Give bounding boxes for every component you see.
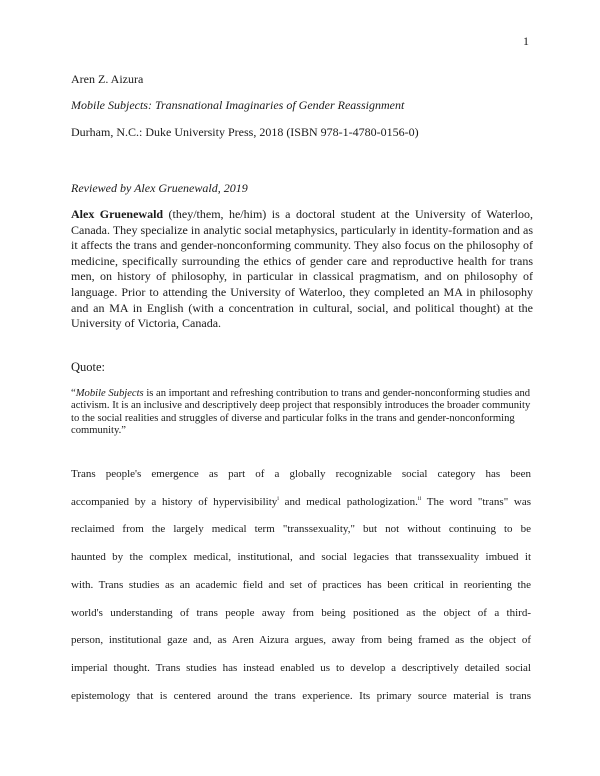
reviewer-name: Alex Gruenewald [71, 207, 164, 221]
book-author: Aren Z. Aizura [71, 72, 144, 86]
endnote-marker[interactable]: ii [417, 495, 422, 502]
endnote-marker[interactable]: i [277, 495, 279, 502]
body-line: epistemology that is centered around the trans experience. Its primary source material is trans [71, 689, 531, 702]
body-line: Trans people's emergence as part of a globally recognizable social category has been [71, 468, 531, 480]
body-line: world's understanding of trans people away from being positioned as the object of a third- [71, 606, 531, 619]
body-line [71, 489, 531, 517]
body-line: person, institutional gaze and, as Aren Aizura argues, away from being framed as the object of [71, 634, 531, 647]
body-text: accompanied by a history of hypervisibility [71, 495, 278, 508]
reviewer-bio-text: (they/them, he/him) is a doctoral student at the University of Waterloo, Canada. They specialize in analytic social metaphysics, particularly in identity-formation and as it affects the trans and gender-nonconforming community. They also focus on the philosophy of medicine, specifically surrounding the ethics of gender care and reproductive health for trans men, on history of philosophy, in particular in classical pragmatism, and on philosophy of language. Prior to attending the University of Waterloo, they completed an MA in philosophy and an MA in English (with a concentration in cultural, social, and political thought) at the University of Victoria, Canada. [71, 207, 533, 331]
review-body [71, 461, 531, 710]
quote-text: is an important and refreshing contribution to trans and gender-nonconforming studies and activism. It is an inclusive and descriptively deep project that responsibly introduces the broader community to the social realities and struggles of diverse and particular folks in the trans and gender-nonconforming community.” [71, 388, 531, 437]
body-text: The word "trans" was [421, 495, 532, 508]
body-line: with. Trans studies as an academic field and set of practices has been critical in reorienting the [71, 578, 531, 591]
body-text: and medical pathologization. [278, 495, 418, 508]
page-number: 1 [523, 34, 529, 48]
publication-info: Durham, N.C.: Duke University Press, 2018 (ISBN 978-1-4780-0156-0) [71, 125, 419, 139]
body-line: imperial thought. Trans studies has instead enabled us to develop a descriptively detailed social [71, 661, 531, 674]
reviewer-credit: Reviewed by Alex Gruenewald, 2019 [71, 181, 248, 195]
quote-book-title: Mobile Subjects [75, 388, 144, 399]
book-title: Mobile Subjects: Transnational Imaginaries of Gender Reassignment [71, 98, 405, 112]
body-line: haunted by the complex medical, institutional, and social legacies that transsexuality imbued it [71, 551, 531, 564]
body-line: reclaimed from the largely medical term "transsexuality," but not without continuing to be [71, 523, 531, 536]
pull-quote [71, 388, 531, 438]
quote-label: Quote: [71, 360, 106, 374]
reviewer-bio [71, 207, 533, 332]
quote-open-mark: “ [71, 388, 76, 399]
